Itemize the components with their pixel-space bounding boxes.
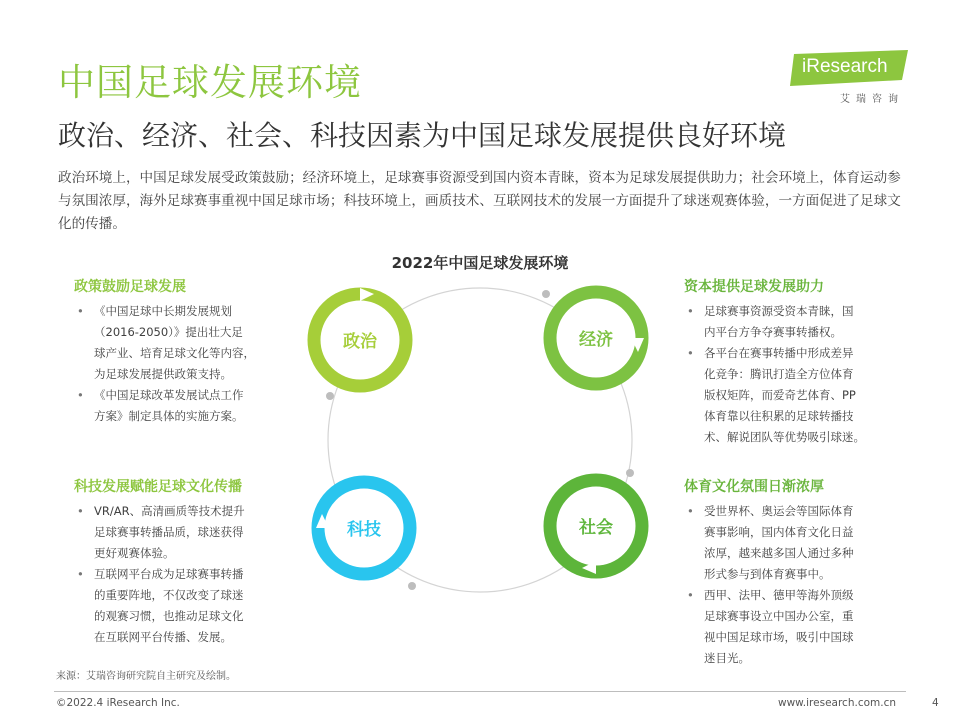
source-note: 来源：艾瑞咨询研究院自主研究及绘制。 <box>56 671 236 682</box>
economy-bullet-line: 足球赛事资源受资本青睐，国 <box>704 304 854 318</box>
copyright: ©2022.4 iResearch Inc. <box>56 697 180 709</box>
politics-bullets <box>74 301 294 427</box>
society-bullet-line: 视中国足球市场，吸引中国球 <box>704 630 854 644</box>
society-bullets <box>684 501 904 669</box>
economy-node-label: 经济 <box>579 330 613 350</box>
society-bullet-line: 浓厚，越来越多国人通过多种 <box>704 546 854 560</box>
logo-subtext: 艾瑞咨询 <box>840 94 904 105</box>
society-bullet-line: 赛事影响，国内体育文化日益 <box>704 525 854 539</box>
politics-bullet-line: 《中国足球改革发展试点工作 <box>94 388 244 402</box>
society-bullet-line: 迷目光。 <box>704 651 750 665</box>
website-link[interactable]: www.iresearch.com.cn <box>778 697 897 709</box>
economy-heading: 资本提供足球发展助力 <box>684 279 824 295</box>
environment-cycle-diagram <box>300 270 660 610</box>
society-bullet <box>684 585 904 669</box>
society-bullet-line: 受世界杯、奥运会等国际体育 <box>704 504 854 518</box>
tech-bullet <box>74 564 294 648</box>
economy-bullet-line: 化竞争：腾讯打造全方位体育 <box>704 367 854 381</box>
tech-node-label: 科技 <box>347 520 381 540</box>
politics-bullet-line: 《中国足球中长期发展规划 <box>94 304 232 318</box>
tech-bullet <box>74 501 294 564</box>
politics-bullet-line: 球产业、培育足球文化等内容， <box>94 346 255 360</box>
tech-bullet-line: 在互联网平台传播、发展。 <box>94 630 232 644</box>
society-heading: 体育文化氛围日渐浓厚 <box>684 479 824 495</box>
economy-node <box>550 292 644 384</box>
iresearch-logo <box>780 50 910 110</box>
intro-paragraph: 政治环境上，中国足球发展受政策鼓励；经济环境上，足球赛事资源受到国内资本青睐，资本为足球发展提供助力；社会环境上，体育运动参与氛围浓厚，海外足球赛事重视中国足球市场；科技环境上，画质技术、互联网技术的发展一方面提升了球迷观赛体验，一方面促进了足球文化的传播。 <box>58 170 901 232</box>
economy-bullet <box>684 301 904 343</box>
society-node <box>550 480 642 574</box>
tech-heading: 科技发展赋能足球文化传播 <box>74 479 242 495</box>
tech-node <box>316 482 410 574</box>
society-bullet-line: 形式参与到体育赛事中。 <box>704 567 831 581</box>
ring-dot <box>626 469 634 477</box>
society-bullet-line: 西甲、法甲、德甲等海外顶级 <box>704 588 854 602</box>
footer-divider <box>54 691 906 692</box>
economy-bullets <box>684 301 904 448</box>
economy-bullet-line: 内平台方争夺赛事转播权。 <box>704 325 842 339</box>
logo-text: iResearch <box>802 56 888 77</box>
tech-bullet-line: 互联网平台成为足球赛事转播 <box>94 567 244 581</box>
tech-bullet-line: 的重要阵地，不仅改变了球迷 <box>94 588 244 602</box>
society-bullet-line: 足球赛事设立中国办公室，重 <box>704 609 854 623</box>
tech-panel <box>74 476 294 648</box>
economy-bullet <box>684 343 904 448</box>
politics-bullet-line: 方案》制定具体的实施方案。 <box>94 409 244 423</box>
tech-bullet-line: 的观赛习惯，也推动足球文化 <box>94 609 244 623</box>
ring-dot <box>542 290 550 298</box>
economy-bullet-line: 各平台在赛事转播中形成差异 <box>704 346 854 360</box>
politics-heading: 政策鼓励足球发展 <box>74 279 186 295</box>
politics-bullet <box>74 385 294 427</box>
society-bullet <box>684 501 904 585</box>
politics-bullet <box>74 301 294 385</box>
tech-bullet-line: 更好观赛体验。 <box>94 546 175 560</box>
tech-bullets <box>74 501 294 648</box>
society-panel <box>684 476 904 669</box>
ring-dot <box>326 392 334 400</box>
society-node-label: 社会 <box>579 518 613 538</box>
economy-panel <box>684 276 904 448</box>
page-title: 中国足球发展环境 <box>58 61 362 104</box>
page-number: 4 <box>932 697 939 709</box>
politics-node-label: 政治 <box>343 332 377 352</box>
ring-dot <box>408 582 416 590</box>
economy-bullet-line: 版权矩阵，而爱奇艺体育、PP <box>704 388 856 402</box>
economy-bullet-line: 体育靠以往积累的足球转播技 <box>704 409 854 423</box>
tech-bullet-line: VR/AR、高清画质等技术提升 <box>94 504 245 518</box>
tech-bullet-line: 足球赛事转播品质，球迷获得 <box>94 525 244 539</box>
politics-bullet-line: 为足球发展提供政策支持。 <box>94 367 232 381</box>
page-subtitle: 政治、经济、社会、科技因素为中国足球发展提供良好环境 <box>58 119 787 152</box>
economy-bullet-line: 术、解说团队等优势吸引球迷。 <box>704 430 865 444</box>
politics-bullet-line: （2016-2050）》提出壮大足 <box>94 325 243 339</box>
politics-panel <box>74 276 294 427</box>
politics-node <box>314 288 406 386</box>
diagram-title: 2022年中国足球发展环境 <box>391 254 569 272</box>
